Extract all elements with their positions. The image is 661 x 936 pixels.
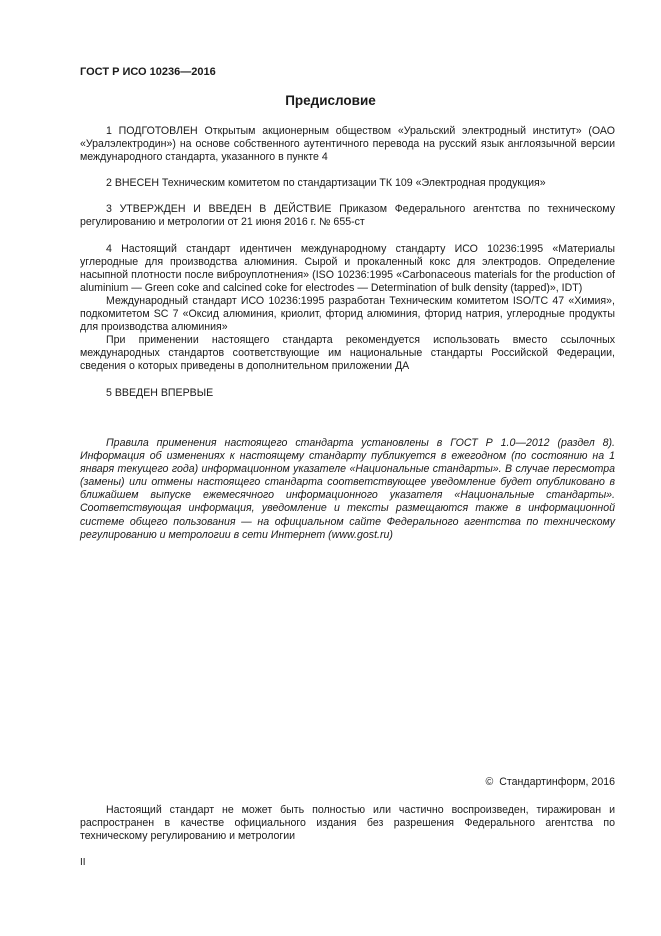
section-4 xyxy=(80,243,615,374)
section-1 xyxy=(80,125,615,164)
section-3 xyxy=(80,203,615,229)
section-2 xyxy=(80,177,615,190)
copyright-line xyxy=(485,776,615,789)
section-4-paragraph: Международный стандарт ИСО 10236:1995 разработан Техническим комитетом ISO/TC 47 «Химия», подкомитетом SC 7 «Оксид алюминия, криолит, фторид алюминия, фторид натрия, углеродные продукты для производства алюминия» xyxy=(80,294,615,334)
section-5-paragraph: 5 ВВЕДЕН ВПЕРВЫЕ xyxy=(106,386,214,399)
section-1-paragraph: 1 ПОДГОТОВЛЕН Открытым акционерным обществом «Уральский электродный институт» (ОАО «Уралэлектродин») на основе собственного аутентичного перевода на русский язык англоязычной версии международного стандарта, указанного в пункте 4 xyxy=(80,125,615,164)
section-5 xyxy=(80,387,615,400)
section-2-paragraph: 2 ВНЕСЕН Техническим комитетом по стандартизации ТК 109 «Электродная продукция» xyxy=(106,177,546,190)
page-number: II xyxy=(80,857,86,868)
reproduction-notice: Настоящий стандарт не может быть полностью или частично воспроизведен, тиражирован и распространен в качестве официального издания без разрешения Федерального агентства по техническому регулированию и метрологии xyxy=(80,804,615,843)
foreword-body xyxy=(80,125,615,400)
section-4-paragraph: 4 Настоящий стандарт идентичен международному стандарту ИСО 10236:1995 «Материалы углеродные для производства алюминия. Сырой и прокаленный кокс для электродов. Определение насыпной плотности после виброуплотнения» (ISO 10236:1995 «Carbonaceous materials for the production of aluminium — Green coke and calcined coke for electrodes — Determination of bulk density (tapped)», IDT) xyxy=(80,242,615,294)
copyright-text: Стандартинформ, 2016 xyxy=(499,776,615,788)
page-title: Предисловие xyxy=(285,93,376,108)
application-rules-notice: Правила применения настоящего стандарта установлены в ГОСТ Р 1.0—2012 (раздел 8). Информация об изменениях к настоящему стандарту публикуется в ежегодном (по состоянию на 1 января текущего года) информационном указателе «Национальные стандарты». В случае пересмотра (замены) или отмены настоящего стандарта соответствующее уведомление будет опубликовано в ближайшем выпуске ежемесячного информационного указателя «Национальные стандарты». Соответствующая информация, уведомление и тексты размещаются также в информационной системе общего пользования — на официальном сайте Федерального агентства по техническому регулированию и метрологии в сети Интернет (www.gost.ru) xyxy=(80,437,615,541)
section-4-paragraph: При применении настоящего стандарта рекомендуется использовать вместо ссылочных международных стандартов соответствующие им национальные стандарты Российской Федерации, сведения о которых приведены в дополнительном приложении ДА xyxy=(80,334,615,373)
section-3-paragraph: 3 УТВЕРЖДЕН И ВВЕДЕН В ДЕЙСТВИЕ Приказом Федерального агентства по техническому регулированию и метрологии от 21 июня 2016 г. № 655-ст xyxy=(80,203,615,229)
copyright-icon: © xyxy=(485,776,494,788)
standard-id-header: ГОСТ Р ИСО 10236—2016 xyxy=(80,66,216,78)
